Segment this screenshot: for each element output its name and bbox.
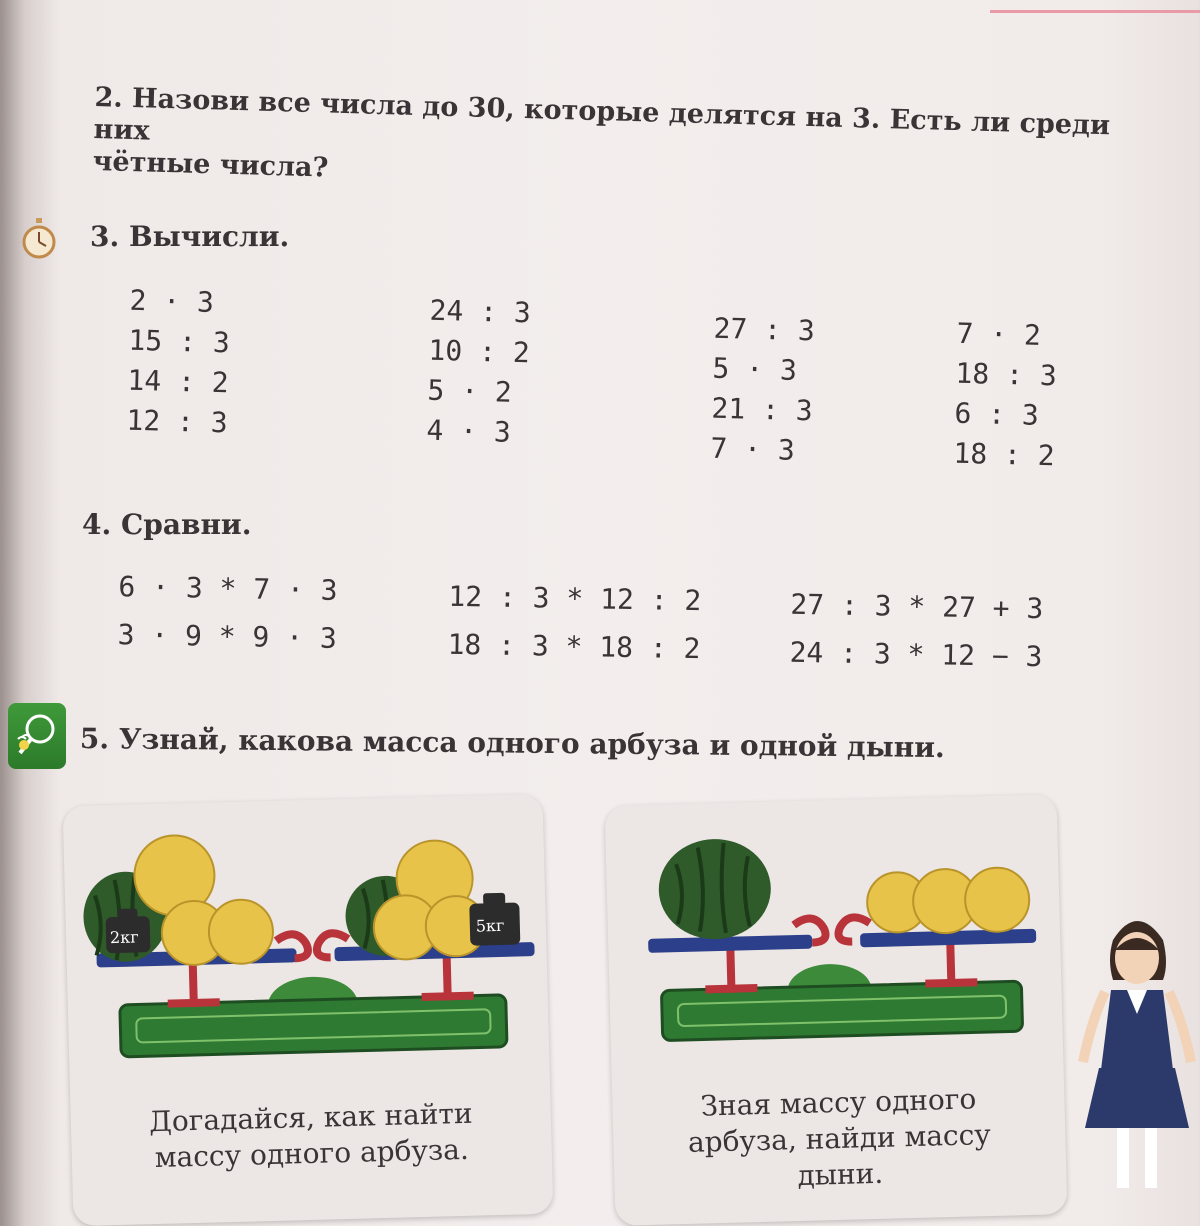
scale-card-2: [605, 794, 1068, 1226]
comparison: 6 · 3 * 7 · 3: [118, 570, 338, 607]
caption-line: массу одного арбуза.: [154, 1132, 470, 1175]
task-5-title: 5. Узнай, какова масса одного арбуза и одной дыни.: [79, 722, 945, 765]
caption-line: дыни.: [797, 1156, 884, 1193]
task-4-title: 4. Сравни.: [82, 508, 252, 541]
expression: 5 · 2: [427, 373, 513, 409]
expression: 15 : 3: [128, 323, 231, 360]
comparison: 27 : 3 * 27 + 3: [790, 587, 1044, 626]
comparison: 3 · 9 * 9 · 3: [117, 618, 338, 655]
weight-label-2kg: 2кг: [109, 927, 139, 948]
expression: 2 · 3: [129, 283, 215, 319]
expression: 21 : 3: [711, 391, 814, 428]
task-3-column-4: [953, 314, 1058, 477]
card-2-caption: [612, 1079, 1067, 1199]
balance-scale-illustration-2: [605, 794, 1064, 1096]
expression: 18 : 2: [953, 436, 1056, 473]
expression: 5 · 3: [712, 351, 798, 387]
expression: 14 : 2: [127, 363, 230, 400]
caption-line: Зная массу одного: [700, 1082, 977, 1123]
clock-icon: [22, 218, 56, 260]
caption-line: Догадайся, как найти: [148, 1096, 473, 1139]
expression: 24 : 3: [429, 293, 532, 330]
task-2-line-2: чётные числа?: [92, 145, 329, 184]
expression: 10 : 2: [428, 333, 531, 370]
task-2-line-1: 2. Назови все числа до 30, которые делятся на 3. Есть ли среди них: [93, 82, 1111, 147]
comparison: 12 : 3 * 12 : 2: [448, 579, 702, 618]
expression: 4 · 3: [426, 413, 512, 449]
expression: 27 : 3: [713, 311, 816, 348]
girl-illustration: [1075, 900, 1200, 1200]
task-4-column-2: [447, 573, 702, 673]
task-2: [92, 82, 1154, 208]
expression: 7 · 2: [956, 316, 1042, 352]
task-3-column-1: [126, 281, 231, 444]
caption-line: арбуза, найди массу: [687, 1117, 992, 1159]
task-3-column-3: [710, 309, 815, 472]
comparison: 24 : 3 * 12 − 3: [789, 635, 1043, 674]
comparison: 18 : 3 * 18 : 2: [447, 627, 701, 666]
weight-label-5kg: 5кг: [475, 915, 505, 936]
task-3-column-2: [426, 291, 531, 454]
expression: 18 : 3: [955, 356, 1058, 393]
expression: 12 : 3: [126, 403, 229, 440]
task-4-column-1: [117, 563, 338, 663]
card-1-caption: [70, 1094, 552, 1179]
task-4-column-3: [789, 581, 1044, 681]
balance-scale-illustration-1: [63, 794, 551, 1106]
expression: 7 · 3: [710, 431, 796, 467]
task-3-title: 3. Вычисли.: [90, 220, 290, 253]
expression: 6 : 3: [954, 396, 1040, 432]
magnifier-bee-icon: [8, 703, 66, 769]
scale-card-1: [63, 794, 554, 1226]
